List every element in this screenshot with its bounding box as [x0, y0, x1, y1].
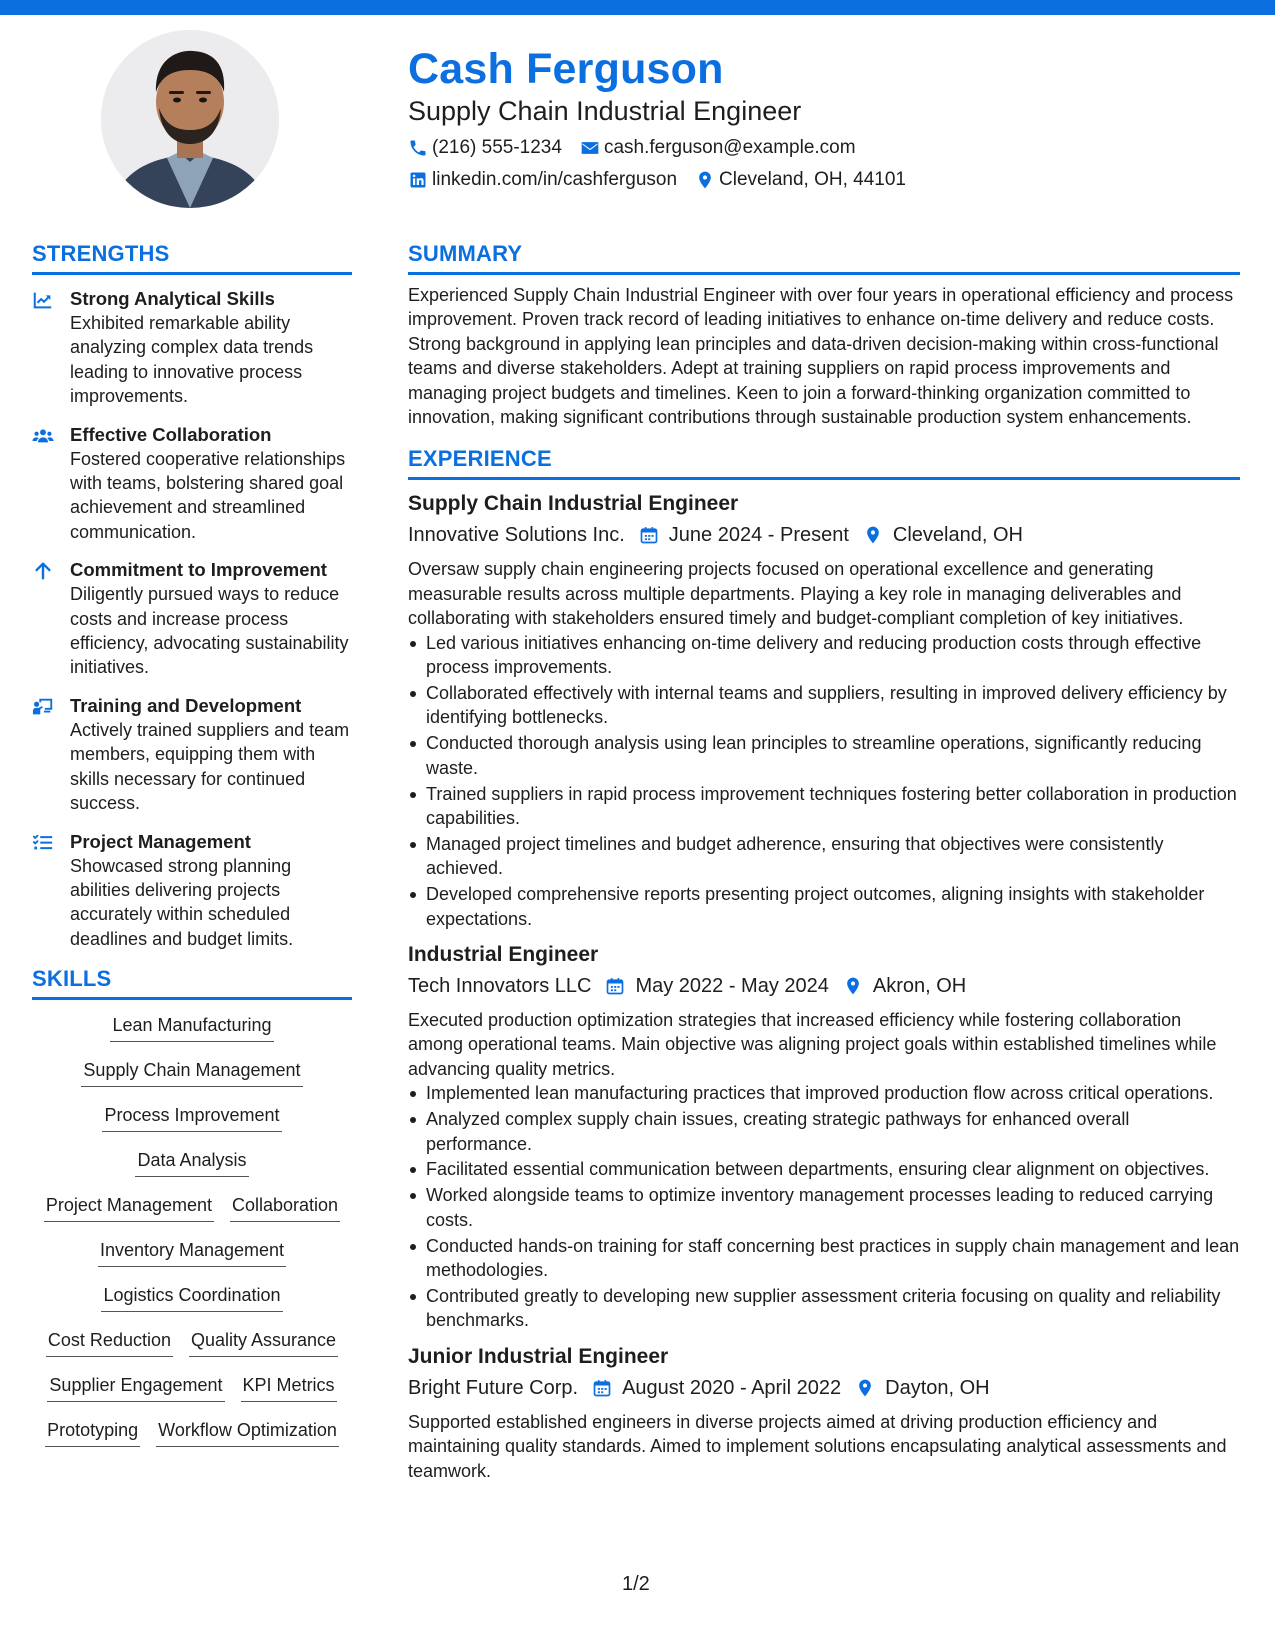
candidate-name: Cash Ferguson: [408, 45, 724, 93]
strength-title: Strong Analytical Skills: [70, 288, 275, 309]
contact-row-2: [408, 168, 1238, 192]
contact-email[interactable]: [580, 136, 856, 160]
experience-heading: EXPERIENCE: [408, 445, 1240, 480]
job-description: Supported established engineers in diverse projects aimed at driving production efficiency and maintaining quality standards. Aimed to implement solutions encapsulating analytical assessments and teamwork.: [408, 1411, 1227, 1481]
skill-tag: Logistics Coordination: [101, 1282, 282, 1312]
list-item: Trained suppliers in rapid process improvement techniques fostering better collaboration in production capabilities.: [408, 782, 1240, 831]
job-dates: May 2022 - May 2024: [635, 975, 829, 998]
skill-tag: Lean Manufacturing: [110, 1012, 273, 1042]
skill-tag: Project Management: [44, 1192, 214, 1222]
location-text: Cleveland, OH, 44101: [719, 169, 906, 190]
skill-row: [38, 1327, 346, 1372]
skill-row: [93, 1282, 290, 1327]
calendar-icon: [592, 1378, 612, 1398]
strengths-list: [32, 287, 352, 951]
skill-tag: Data Analysis: [135, 1147, 248, 1177]
arrow-up-icon: [32, 560, 54, 582]
skill-tag: Prototyping: [45, 1417, 140, 1447]
job-description: Oversaw supply chain engineering projects focused on operational excellence and generating measurable results across multiple departments. Playing a key role in managing deliverables and collaborating with stakeholders ensured timely and budget-compliant completion of key initiatives.: [408, 559, 1184, 629]
strength-item: [32, 694, 352, 816]
strength-item: [32, 287, 352, 409]
skills-heading: SKILLS: [32, 965, 352, 1000]
strength-title: Commitment to Improvement: [70, 559, 327, 581]
map-pin-icon: [695, 170, 715, 190]
resume-header: [408, 44, 1238, 192]
skill-row: [36, 1192, 348, 1237]
users-icon: [32, 425, 54, 447]
email-text: cash.ferguson@example.com: [603, 137, 856, 158]
job-title: Junior Industrial Engineer: [408, 1344, 669, 1368]
right-column: [408, 240, 1240, 1483]
summary-text: Experienced Supply Chain Industrial Engineer with over four years in operational efficiency and process improvement. Proven track record of leading initiatives to enhance on-time delivery and reduce costs. Strong background in applying lean principles and data-driven decision-making within cross-functional teams and diverse stakeholders. Adept at training suppliers on rapid process improvements and managing project budgets and timelines. Keen to join a forward-thinking organization committed to innovation, making significant contributions through sustainable production system enhancements.: [408, 285, 1234, 428]
list-item: Managed project timelines and budget adherence, ensuring that objectives were consistently achieved.: [408, 832, 1240, 881]
list-item: Analyzed complex supply chain issues, creating strategic pathways for enhanced overall performance.: [408, 1107, 1240, 1156]
skill-tag: Workflow Optimization: [156, 1417, 339, 1447]
map-pin-icon: [863, 525, 883, 545]
job-meta: [408, 1374, 1240, 1402]
envelope-icon: [580, 138, 600, 158]
summary-heading: SUMMARY: [408, 240, 1240, 275]
linkedin-text: linkedin.com/in/cashferguson: [432, 169, 678, 190]
skill-tag: Collaboration: [230, 1192, 340, 1222]
skill-tag: Quality Assurance: [189, 1327, 338, 1357]
skill-row: [90, 1237, 294, 1282]
job-dates: June 2024 - Present: [668, 524, 849, 547]
phone-text: (216) 555-1234: [432, 137, 562, 158]
skill-tag: Process Improvement: [102, 1102, 281, 1132]
job-company: Innovative Solutions Inc.: [408, 524, 625, 547]
strength-desc: Actively trained suppliers and team members, equipping them with skills necessary for continued success.: [70, 719, 350, 814]
strength-desc: Fostered cooperative relationships with teams, bolstering shared goal achievement and streamlined communication.: [70, 448, 346, 542]
skill-row: [102, 1012, 281, 1057]
linkedin-icon: [408, 170, 428, 190]
list-item: Collaborated effectively with internal teams and suppliers, resulting in improved delivery efficiency by identifying bottlenecks.: [408, 681, 1240, 730]
skill-tag: Inventory Management: [98, 1237, 286, 1267]
skill-row: [127, 1147, 256, 1192]
skill-tag: KPI Metrics: [241, 1372, 337, 1402]
job-description: Executed production optimization strategies that increased efficiency while fostering collaboration among operational teams. Main objective was aligning project goals within established timelines while advancing quality metrics.: [408, 1010, 1217, 1079]
skill-row: [73, 1057, 310, 1102]
left-column: [32, 240, 352, 1462]
skill-tag: Supply Chain Management: [81, 1057, 302, 1087]
page-number: 1/2: [622, 1573, 650, 1595]
job-location: Akron, OH: [872, 975, 967, 998]
map-pin-icon: [855, 1378, 875, 1398]
strengths-heading: STRENGTHS: [32, 240, 352, 275]
job-location: Cleveland, OH: [892, 524, 1023, 547]
list-item: Contributed greatly to developing new supplier assessment criteria focusing on quality and reliability benchmarks.: [408, 1284, 1240, 1333]
phone-icon: [408, 138, 428, 158]
list-check-icon: [32, 832, 54, 854]
strength-title: Project Management: [70, 830, 251, 852]
list-item: Conducted hands-on training for staff concerning best practices in supply chain management and lean methodologies.: [408, 1234, 1240, 1283]
job-title: Industrial Engineer: [408, 943, 599, 967]
job-bullets: [408, 631, 1240, 931]
chalkboard-teacher-icon: [32, 696, 54, 718]
experience-list: [408, 490, 1240, 1483]
candidate-title: Supply Chain Industrial Engineer: [408, 96, 802, 126]
contact-linkedin[interactable]: [408, 168, 677, 192]
contact-phone[interactable]: [408, 136, 562, 160]
calendar-icon: [639, 525, 659, 545]
list-item: Facilitated essential communication between departments, ensuring clear alignment on objectives.: [408, 1157, 1240, 1181]
job-entry: [408, 941, 1240, 1333]
job-company: Tech Innovators LLC: [408, 975, 592, 998]
calendar-icon: [605, 976, 625, 996]
strength-title: Effective Collaboration: [70, 423, 272, 445]
job-meta: [408, 972, 1240, 1000]
chart-line-icon: [32, 289, 54, 311]
list-item: Worked alongside teams to optimize inventory management processes leading to reduced carrying costs.: [408, 1183, 1240, 1232]
job-bullets: [408, 1081, 1240, 1333]
strength-item: [32, 423, 352, 545]
profile-photo: [101, 30, 279, 208]
contact-location: [695, 168, 906, 192]
list-item: Developed comprehensive reports presenting project outcomes, aligning insights with stakeholder expectations.: [408, 882, 1240, 931]
skills-list: [32, 1012, 352, 1462]
strength-desc: Exhibited remarkable ability analyzing complex data trends leading to innovative process improvements.: [70, 313, 314, 407]
strength-item: [32, 558, 352, 680]
list-item: Implemented lean manufacturing practices that improved production flow across critical operations.: [408, 1081, 1240, 1105]
job-company: Bright Future Corp.: [408, 1376, 579, 1399]
map-pin-icon: [843, 976, 863, 996]
job-dates: August 2020 - April 2022: [622, 1376, 842, 1399]
skill-row: [37, 1417, 347, 1462]
skill-row: [39, 1372, 344, 1417]
job-location: Dayton, OH: [885, 1376, 990, 1399]
job-title: Supply Chain Industrial Engineer: [408, 492, 739, 516]
skill-tag: Cost Reduction: [46, 1327, 173, 1357]
job-entry: [408, 1343, 1240, 1483]
skill-row: [94, 1102, 289, 1147]
strength-item: [32, 830, 352, 952]
avatar-illustration: [101, 30, 279, 208]
job-meta: [408, 521, 1240, 549]
top-accent-bar: [0, 0, 1275, 15]
skills-section: [32, 965, 352, 1462]
strength-title: Training and Development: [70, 694, 302, 716]
skill-tag: Supplier Engagement: [47, 1372, 224, 1402]
job-entry: [408, 490, 1240, 931]
list-item: Conducted thorough analysis using lean principles to streamline operations, significantly reducing waste.: [408, 731, 1240, 780]
list-item: Led various initiatives enhancing on-time delivery and reducing production costs through effective process improvements.: [408, 631, 1240, 680]
strength-desc: Diligently pursued ways to reduce costs and increase process efficiency, advocating sustainability initiatives.: [70, 584, 349, 678]
strength-desc: Showcased strong planning abilities delivering projects accurately within scheduled deadlines and budget limits.: [70, 855, 294, 949]
contact-row-1: [408, 136, 1238, 160]
